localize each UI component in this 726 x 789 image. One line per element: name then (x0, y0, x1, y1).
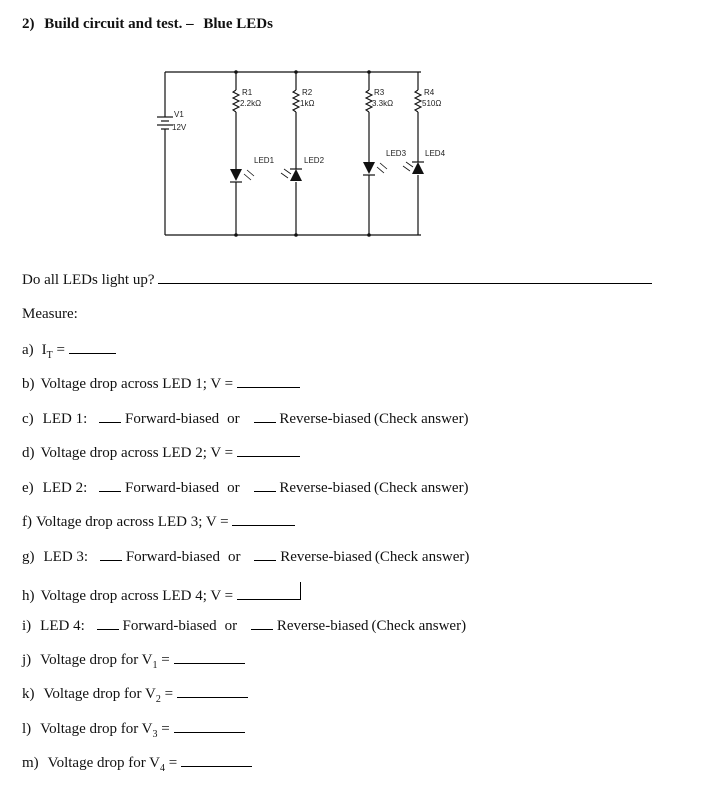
resistor-r4-symbol (415, 90, 421, 112)
item-i-text: LED 4: (40, 618, 85, 634)
item-f (22, 513, 295, 531)
item-l-letter: l) (22, 721, 32, 737)
item-m-answer-blank[interactable] (181, 754, 252, 767)
source-name: V1 (174, 110, 184, 119)
led3-label: LED3 (386, 149, 407, 158)
resistor-r2-value: 1kΩ (300, 99, 315, 108)
item-m-equals: = (165, 755, 178, 771)
item-e-forward-checkbox[interactable] (99, 479, 121, 492)
item-k-equals: = (160, 686, 174, 702)
item-a (22, 341, 116, 361)
item-i-letter: i) (22, 618, 32, 634)
item-h (22, 582, 301, 605)
item-g-note: (Check answer) (374, 549, 470, 565)
item-k-answer-blank[interactable] (177, 685, 248, 698)
item-a-letter: a) (22, 342, 34, 358)
item-a-text: I (41, 342, 47, 358)
item-e-or: or (227, 480, 240, 496)
item-g-or: or (227, 549, 241, 565)
item-c-or: or (227, 411, 240, 427)
item-l-equals: = (157, 721, 170, 737)
item-b (22, 375, 300, 393)
item-g (22, 548, 469, 566)
item-g-text: LED 3: (43, 549, 89, 565)
item-i-forward-checkbox[interactable] (97, 617, 119, 630)
section-title: Build circuit and test. – (44, 16, 194, 32)
item-i-or: or (224, 618, 238, 634)
item-h-answer-blank[interactable] (237, 582, 301, 600)
item-d-text: Voltage drop across LED 2; V = (40, 445, 234, 461)
item-l-subscript: 3 (152, 729, 158, 740)
item-c-letter: c) (22, 411, 34, 427)
resistor-r3-name: R3 (374, 88, 385, 97)
item-j-text: Voltage drop for V (40, 652, 153, 668)
item-j-answer-blank[interactable] (174, 651, 245, 664)
led3-symbol (363, 162, 387, 175)
item-e-text: LED 2: (42, 480, 88, 496)
item-g-letter: g) (22, 549, 35, 565)
led2-label: LED2 (304, 156, 325, 165)
item-c (22, 410, 469, 428)
item-i-reverse-checkbox[interactable] (251, 617, 273, 630)
item-k-subscript: 2 (155, 694, 161, 705)
item-h-letter: h) (22, 588, 35, 604)
item-j-subscript: 1 (152, 660, 158, 671)
item-m-text: Voltage drop for V (47, 755, 161, 771)
item-d-answer-blank[interactable] (237, 444, 300, 457)
resistor-r1-name: R1 (242, 88, 253, 97)
item-c-note: (Check answer) (374, 411, 469, 427)
item-e-reverse-label: Reverse-biased (279, 480, 372, 496)
item-e-reverse-checkbox[interactable] (254, 479, 276, 492)
item-d (22, 444, 300, 462)
item-a-answer-blank[interactable] (69, 341, 116, 354)
section-subtitle: Blue LEDs (203, 16, 273, 32)
source-value: 12V (172, 123, 187, 132)
resistor-r2-symbol (293, 90, 299, 112)
item-k-text: Voltage drop for V (43, 686, 156, 702)
item-k (22, 685, 248, 705)
item-c-text: LED 1: (42, 411, 88, 427)
item-h-text: Voltage drop across LED 4; V = (40, 588, 234, 604)
item-j (22, 651, 245, 671)
resistor-r1-symbol (233, 90, 239, 112)
section-heading (22, 16, 273, 33)
item-f-text: Voltage drop across LED 3; V = (36, 514, 229, 530)
item-j-equals: = (157, 652, 170, 668)
resistor-r1-value: 2.2kΩ (240, 99, 262, 108)
item-c-reverse-label: Reverse-biased (279, 411, 372, 427)
item-g-reverse-checkbox[interactable] (254, 548, 276, 561)
item-c-reverse-checkbox[interactable] (254, 410, 276, 423)
item-m (22, 754, 252, 774)
item-c-forward-checkbox[interactable] (99, 410, 121, 423)
question-text: Do all LEDs light up? (22, 272, 155, 288)
led4-symbol (403, 162, 424, 174)
resistor-r4-name: R4 (424, 88, 435, 97)
item-l-text: Voltage drop for V (40, 721, 153, 737)
led4-label: LED4 (425, 149, 446, 158)
item-e-letter: e) (22, 480, 34, 496)
item-e (22, 479, 469, 497)
measure-label: Measure: (22, 306, 78, 322)
item-f-answer-blank[interactable] (232, 513, 295, 526)
item-j-letter: j) (22, 652, 32, 668)
item-i-reverse-label: Reverse-biased (276, 618, 369, 634)
item-b-letter: b) (22, 376, 35, 392)
item-m-subscript: 4 (160, 763, 166, 774)
item-i-forward-label: Forward-biased (122, 618, 217, 634)
item-e-forward-label: Forward-biased (124, 480, 220, 496)
resistor-r4-value: 510Ω (422, 99, 442, 108)
item-i (22, 617, 466, 635)
item-k-letter: k) (22, 686, 35, 702)
section-number: 2) (22, 16, 35, 32)
item-b-answer-blank[interactable] (237, 375, 300, 388)
item-g-reverse-label: Reverse-biased (280, 549, 372, 565)
led1-symbol (230, 169, 254, 182)
item-l-answer-blank[interactable] (174, 720, 245, 733)
item-i-note: (Check answer) (371, 618, 467, 634)
resistor-r2-name: R2 (302, 88, 313, 97)
item-g-forward-label: Forward-biased (125, 549, 220, 565)
item-d-letter: d) (22, 445, 35, 461)
item-l (22, 720, 245, 740)
item-g-forward-checkbox[interactable] (100, 548, 122, 561)
item-c-forward-label: Forward-biased (124, 411, 220, 427)
circuit-diagram (150, 62, 446, 240)
item-f-letter: f) (22, 514, 32, 530)
battery-symbol (157, 117, 173, 132)
resistor-r3-value: 3.3kΩ (372, 99, 394, 108)
item-b-text: Voltage drop across LED 1; V = (40, 376, 234, 392)
question-line (22, 271, 652, 289)
question-answer-blank[interactable] (158, 271, 652, 284)
led1-label: LED1 (254, 156, 275, 165)
item-m-letter: m) (22, 755, 39, 771)
led2-symbol (281, 169, 302, 181)
item-a-subscript: T (46, 350, 53, 361)
item-e-note: (Check answer) (374, 480, 469, 496)
item-a-equals: = (52, 342, 65, 358)
